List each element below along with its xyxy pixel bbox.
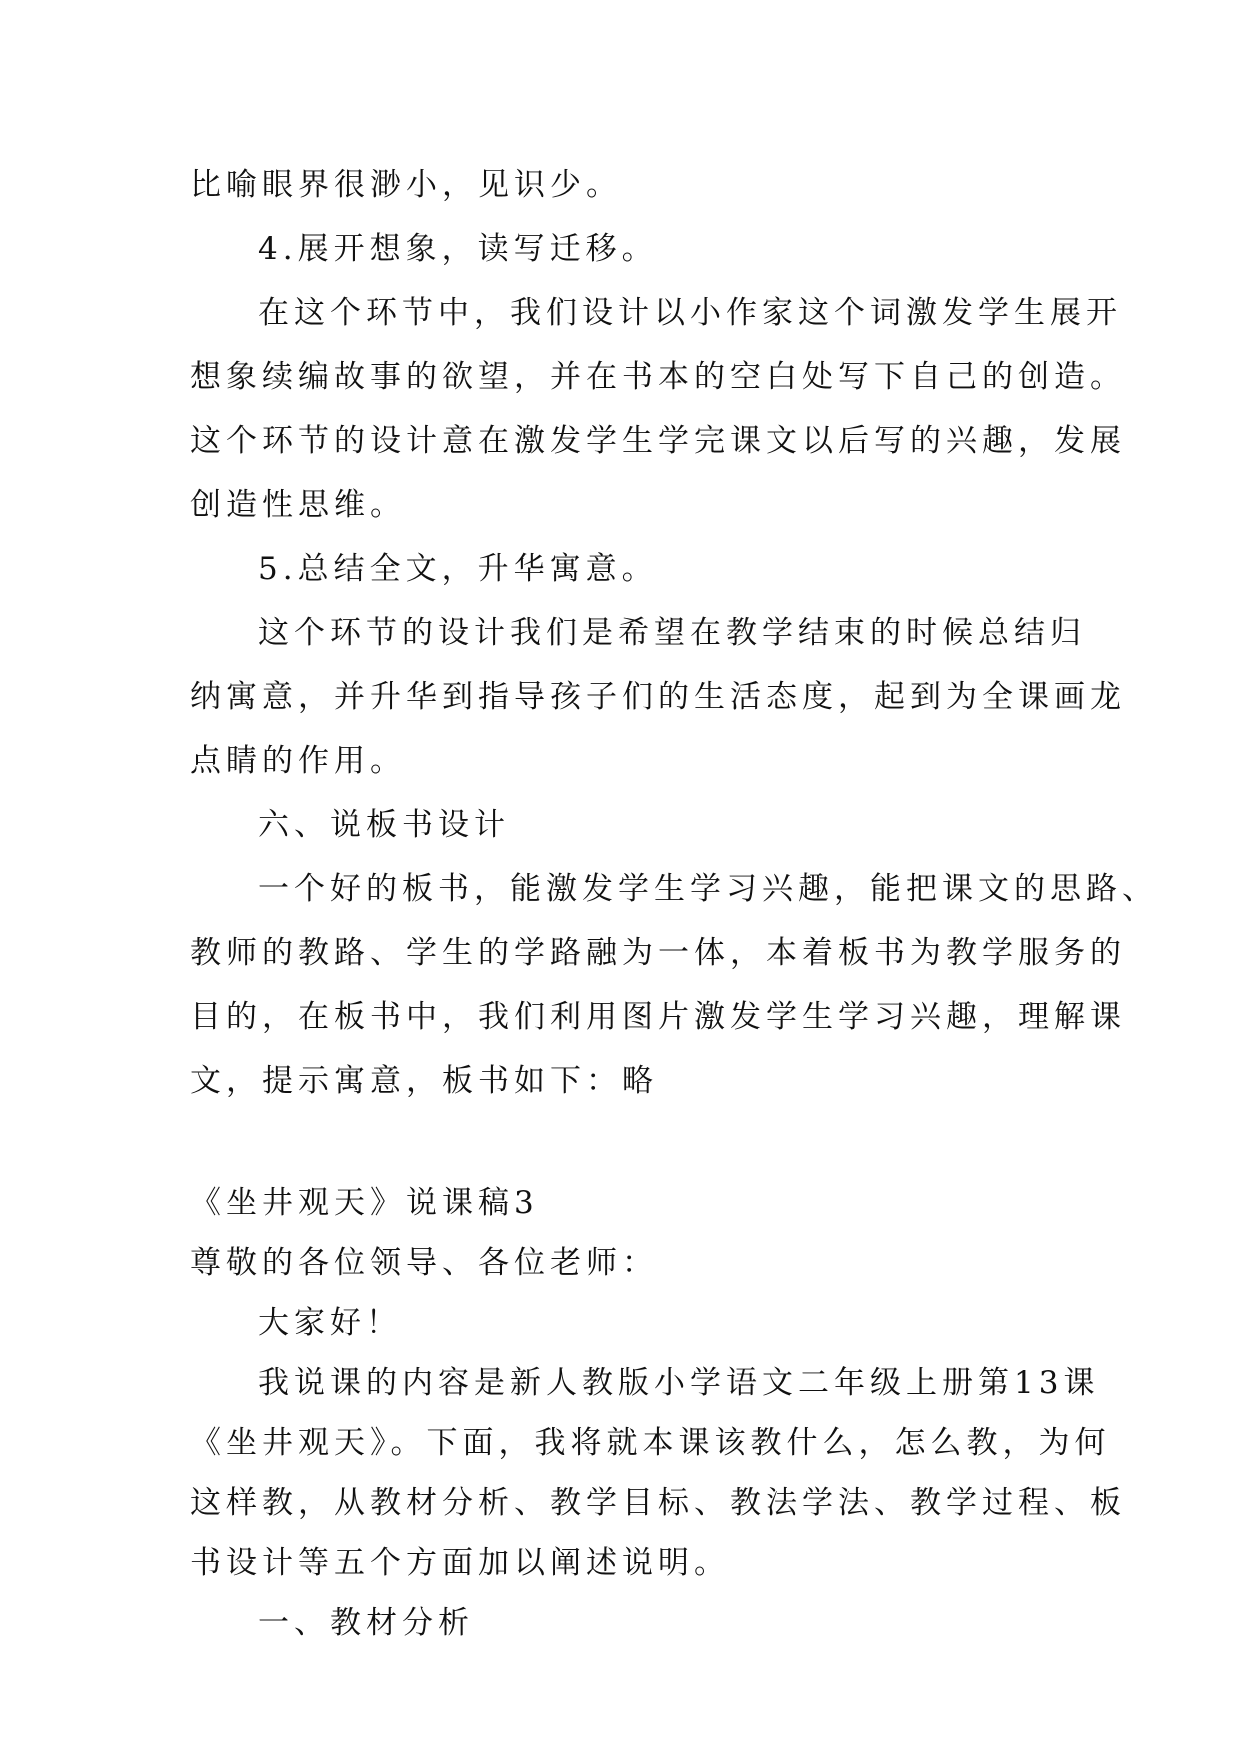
paragraph-line: 纳寓意，并升华到指导孩子们的生活态度，起到为全课画龙 bbox=[190, 679, 1126, 715]
paragraph-line: 一个好的板书，能激发学生学习兴趣，能把课文的思路、 bbox=[258, 871, 1158, 907]
paragraph-line: 书设计等五个方面加以阐述说明。 bbox=[190, 1545, 730, 1581]
document-title: 《坐井观天》说课稿3 bbox=[190, 1185, 539, 1221]
paragraph-line: 比喻眼界很渺小，见识少。 bbox=[190, 167, 622, 203]
paragraph-line: 目的，在板书中，我们利用图片激发学生学习兴趣，理解课 bbox=[190, 999, 1126, 1035]
section-heading: 一、教材分析 bbox=[258, 1605, 474, 1641]
paragraph-line: 创造性思维。 bbox=[190, 487, 406, 523]
paragraph-line: 教师的教路、学生的学路融为一体，本着板书为教学服务的 bbox=[190, 935, 1126, 971]
salutation: 尊敬的各位领导、各位老师： bbox=[190, 1245, 658, 1281]
paragraph-line: 在这个环节中，我们设计以小作家这个词激发学生展开 bbox=[258, 295, 1122, 331]
paragraph-line: 这个环节的设计我们是希望在教学结束的时候总结归 bbox=[258, 615, 1086, 651]
paragraph-line: 想象续编故事的欲望，并在书本的空白处写下自己的创造。 bbox=[190, 359, 1126, 395]
paragraph-line: 这样教，从教材分析、教学目标、教法学法、教学过程、板 bbox=[190, 1485, 1126, 1521]
paragraph-line: 我说课的内容是新人教版小学语文二年级上册第13课 bbox=[258, 1365, 1100, 1401]
paragraph-line: 这个环节的设计意在激发学生学完课文以后写的兴趣，发展 bbox=[190, 423, 1126, 459]
paragraph-line: 点睛的作用。 bbox=[190, 743, 406, 779]
paragraph-line: 文，提示寓意，板书如下：略 bbox=[190, 1063, 658, 1099]
section-heading: 六、说板书设计 bbox=[258, 807, 510, 843]
section-heading: 4.展开想象，读写迁移。 bbox=[258, 231, 658, 267]
paragraph-line: 《坐井观天》。下面，我将就本课该教什么，怎么教，为何 bbox=[190, 1425, 1111, 1461]
section-heading: 5.总结全文，升华寓意。 bbox=[258, 551, 658, 587]
greeting: 大家好！ bbox=[258, 1305, 402, 1341]
